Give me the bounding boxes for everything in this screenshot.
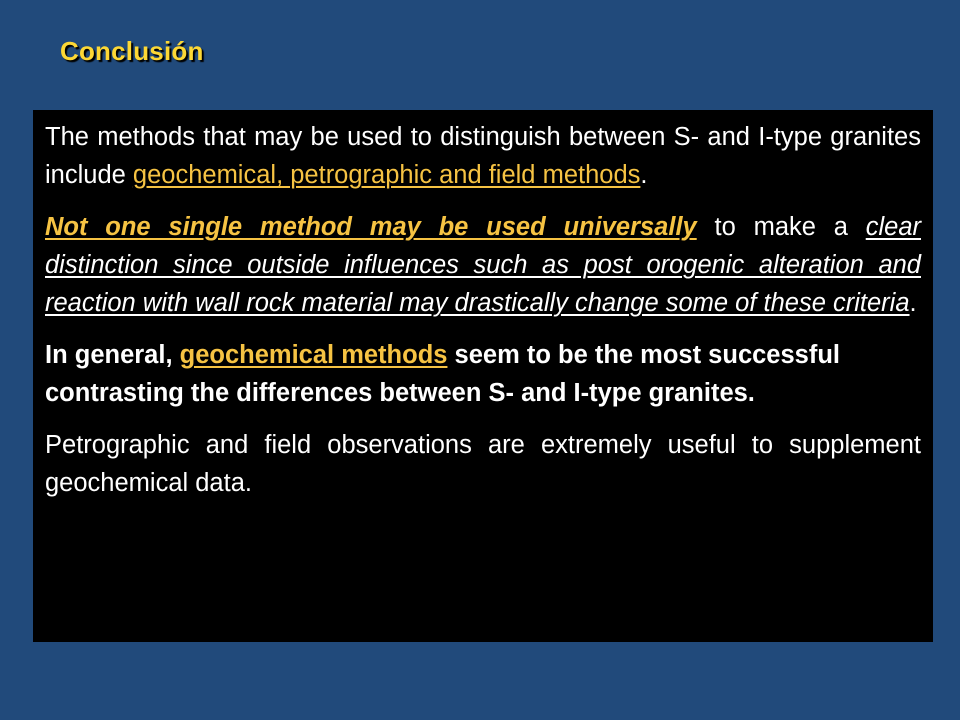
paragraph-methods-end: . xyxy=(640,161,648,189)
paragraph-universal xyxy=(45,208,921,322)
content-box xyxy=(33,110,933,642)
paragraph-general-end: seem to be the most successful contrasting the differences between S- and I-type granites. xyxy=(45,341,841,407)
geochemical-highlight: geochemical methods xyxy=(179,341,448,369)
paragraph-petrographic-text: Petrographic and field observations are extremely useful to supplement geochemical data. xyxy=(45,431,921,497)
paragraph-petrographic xyxy=(45,426,921,502)
paragraph-general-text: In general, xyxy=(45,341,180,369)
paragraph-universal-end: . xyxy=(909,289,917,317)
paragraph-methods xyxy=(45,118,921,194)
distinction-emphasis: clear distinction since outside influences such as post orogenic alteration and reaction with wall rock material may drastically change some of these criteria xyxy=(45,213,921,317)
universal-highlight: Not one single method may be used universally xyxy=(45,213,697,241)
methods-highlight: geochemical, petrographic and field methods xyxy=(132,161,641,189)
paragraph-general xyxy=(45,336,921,412)
slide-title: Conclusión xyxy=(60,36,204,66)
paragraph-universal-text: to make a xyxy=(696,213,866,241)
paragraph-methods-text: The methods that may be used to distinguish between S- and I-type granites include xyxy=(45,123,921,189)
